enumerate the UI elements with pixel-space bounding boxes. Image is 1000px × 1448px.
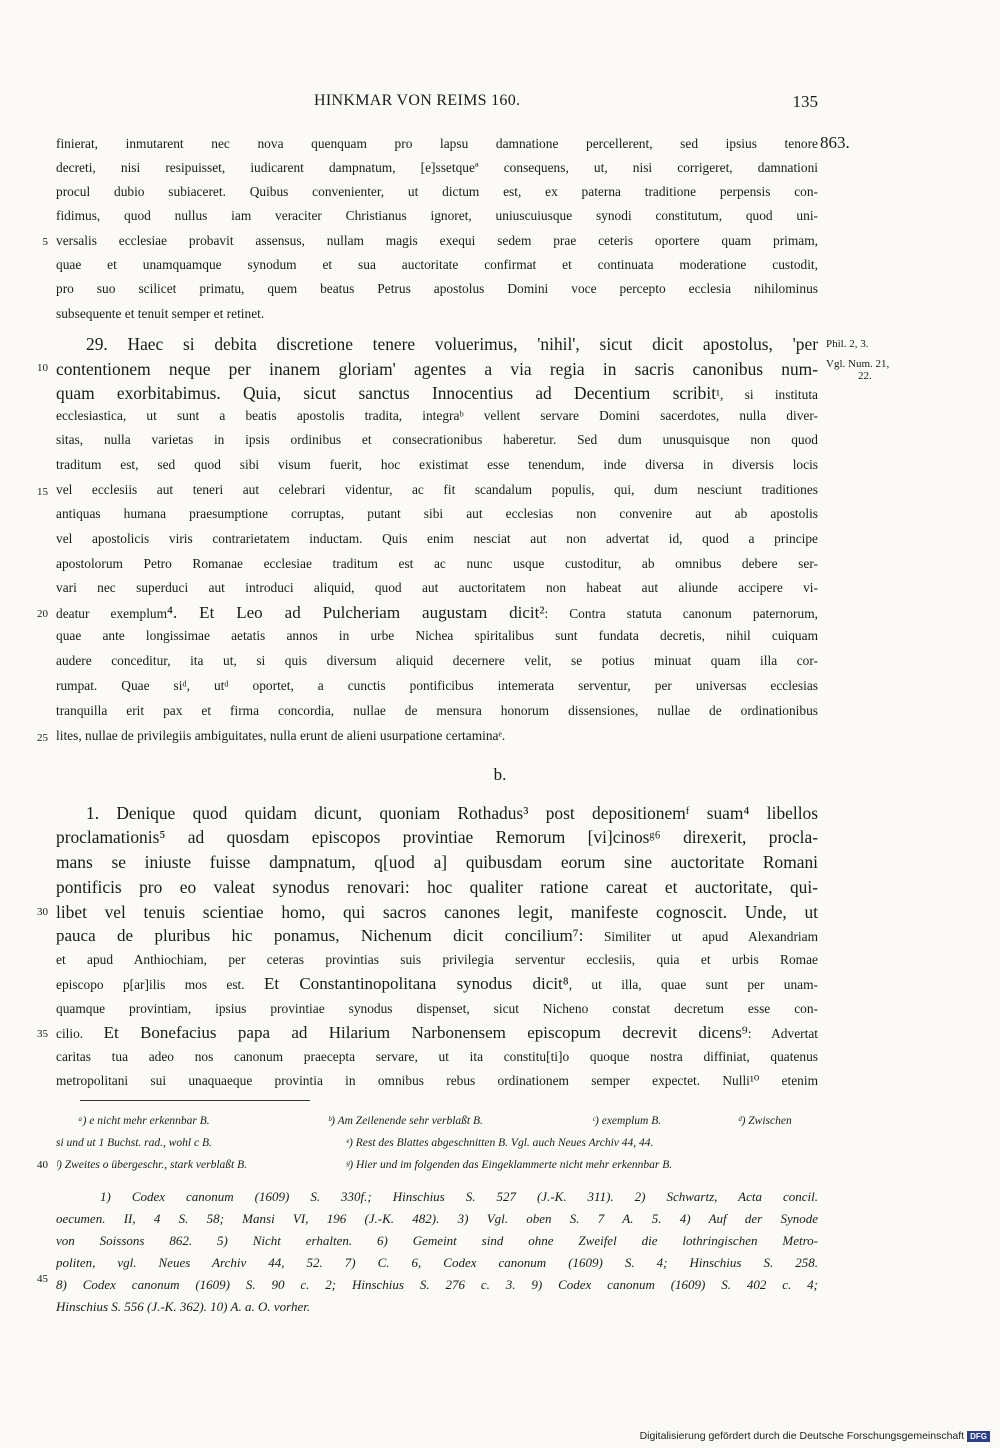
year-marker: 863. bbox=[820, 133, 850, 152]
textual-note: ᵍ) Hier und im folgenden das Eingeklammerte nicht mehr erkennbar B. bbox=[346, 1159, 673, 1171]
text-line: apostolorum Petro Romanae ecclesiae traditum est ac nunc usque custoditur, ab omnibus debere ser- bbox=[56, 556, 818, 571]
margin-note: 22. bbox=[858, 370, 872, 382]
page-number: 135 bbox=[792, 92, 818, 111]
text-line: pauca de pluribus hic ponamus, Nichenum dicit concilium⁷: Similiter ut apud Alexandriam bbox=[56, 926, 818, 945]
source-note: 1) Codex canonum (1609) S. 330f.; Hinschius S. 527 (J.-K. 311). 2) Schwartz, Acta concil. bbox=[100, 1189, 818, 1204]
line-number: 40 bbox=[37, 1159, 48, 1171]
text-line: subsequente et tenuit semper et retinet. bbox=[56, 306, 265, 321]
text-line: episcopo p[ar]ilis mos est. Et Constantinopolitana synodus dicit⁸, ut illa, quae sunt per unam- bbox=[56, 974, 818, 993]
text-line: vari nec superduci aut introduci aliquid, quod aut auctoritatem non habeat aut aliunde accipere vi- bbox=[56, 580, 818, 595]
source-note: von Soissons 862. 5) Nicht erhalten. 6) Gemeint sind ohne Zweifel die lothringischen Metro- bbox=[56, 1233, 818, 1248]
text-line: sitas, nulla varietas in ipsis ordinibus et consecrationibus haberetur. Sed dum unusquisque non quod bbox=[56, 432, 818, 447]
text-line: tranquilla erit pax et firma concordia, nullae de mensura honorum dissensiones, nullae de ordinationibus bbox=[56, 703, 818, 718]
text-line: quae ante longissimae aetatis annos in urbe Nichea spiritalibus sunt fundata decretis, nihil cuiquam bbox=[56, 628, 818, 643]
text-line: metropolitani sui unaquaeque provintia in omnibus rebus ordinationem semper expectet. Nulli¹⁰ etenim bbox=[56, 1073, 818, 1088]
text-line: 1. Denique quod quidam dicunt, quoniam Rothadus³ post depositionemᶠ suam⁴ libellos bbox=[86, 803, 818, 823]
text-line: versalis ecclesiae probavit assensus, nullam magis exequi sedem prae ceteris oportere quam primam, bbox=[56, 233, 818, 248]
text-line: decreti, nisi resipuisset, iudicarent dampnatum, [e]ssetqueª consequens, ut, nisi corrigeret, damnationi bbox=[56, 160, 818, 175]
line-number: 45 bbox=[37, 1273, 48, 1285]
text-line: proclamationis⁵ ad quosdam episcopos provintiae Remorum [vi]cinosᵍ⁶ direxerit, procla- bbox=[56, 827, 818, 847]
text-line: fidimus, quod nullus iam veraciter Christianus ignoret, uniuscuiusque synodi constitutum, quod uni- bbox=[56, 208, 818, 223]
text-line: vel ecclesiis aut teneri aut celebrari videntur, ac fit scandalum populis, qui, dum nesciunt traditiones bbox=[56, 482, 818, 497]
line-number: 30 bbox=[37, 906, 48, 918]
text-line: vel apostolicis viris contrarietatem inductam. Quis enim nesciat aut non advertat id, quod a principe bbox=[56, 531, 818, 546]
dfg-logo-icon: DFG bbox=[967, 1431, 990, 1442]
text-line: pro suo scilicet primatu, quem beatus Petrus apostolus Domini voce percepto ecclesia nihilominus bbox=[56, 281, 818, 296]
text-line: 29. Haec si debita discretione tenere voluerimus, 'nihil', sicut dicit apostolus, 'per bbox=[86, 334, 818, 354]
text-line: mans se iniuste fuisse dampnatum, q[uod a] quibusdam eorum sine auctoritate Romani bbox=[56, 852, 818, 872]
textual-note: ᶠ) Zweites o übergeschr., stark verblaßt B. bbox=[56, 1159, 247, 1171]
line-number: 25 bbox=[37, 732, 48, 744]
running-title: HINKMAR VON REIMS 160. bbox=[314, 92, 521, 109]
line-number: 10 bbox=[37, 362, 48, 374]
text-line: deatur exemplum⁴. Et Leo ad Pulcheriam augustam dicit²: Contra statuta canonum paternorum, bbox=[56, 603, 818, 622]
text-line: ecclesiastica, ut sunt a beatis apostolis tradita, integraᵇ vellent servare Domini sacerdotes, nulla diver- bbox=[56, 408, 818, 423]
text-line: traditum est, sed quod sibi visum fuerit, hoc existimat esse tenendum, inde diversa in diversis locis bbox=[56, 457, 818, 472]
text-line: caritas tua adeo nos canonum praecepta servare, ut ita constitu[ti]o quoque nostra diffiniat, quatenus bbox=[56, 1049, 818, 1064]
digitization-credit bbox=[640, 1430, 990, 1442]
text-line: cilio. Et Bonefacius papa ad Hilarium Narbonensem episcopum decrevit dicens⁹: Advertat bbox=[56, 1023, 818, 1042]
text-line: rumpat. Quae siᵈ, utᵈ oportet, a cunctis pontificibus intemerata serventur, per universas ecclesias bbox=[56, 678, 818, 693]
text-line: procul dubio subiaceret. Quibus convenienter, ut dictum est, ex paterna traditione perpensis con- bbox=[56, 184, 818, 199]
text-line: contentionem neque per inanem gloriam' agentes a via regia in sacris canonibus num- bbox=[56, 359, 818, 379]
line-number: 15 bbox=[37, 486, 48, 498]
text-line: quamque provintiam, ipsius provintiae synodus dispenset, sicut Nicheno constat decretum esse con- bbox=[56, 1001, 818, 1016]
line-number: 20 bbox=[37, 608, 48, 620]
text-line: antiquas humana praesumptione corruptas, putant sibi aut ecclesias non convenire aut ab apostolis bbox=[56, 506, 818, 521]
page-header bbox=[56, 92, 818, 112]
textual-note: ᵈ) Zwischen bbox=[738, 1115, 792, 1127]
line-number: 35 bbox=[37, 1028, 48, 1040]
text-line: pontificis pro eo valeat synodus renovari: hoc qualiter ratione careat et auctoritate, qui- bbox=[56, 877, 818, 897]
line-number: 5 bbox=[42, 236, 48, 248]
source-note: oecumen. II, 4 S. 58; Mansi VI, 196 (J.-K. 482). 3) Vgl. oben S. 7 A. 5. 4) Auf der Synode bbox=[56, 1211, 818, 1226]
text-line: audere conceditur, ita ut, si quis diversum aliquid decernere velit, se potius minuat quam illa cor- bbox=[56, 653, 818, 668]
source-note: 8) Codex canonum (1609) S. 90 c. 2; Hinschius S. 276 c. 3. 9) Codex canonum (1609) S. 402 c. 4; bbox=[56, 1277, 818, 1292]
footnote-separator bbox=[80, 1100, 310, 1101]
source-note: Hinschius S. 556 (J.-K. 362). 10) A. a. O. vorher. bbox=[56, 1299, 311, 1314]
section-heading: b. bbox=[493, 765, 507, 784]
text-line: lites, nullae de privilegiis ambiguitates, nulla erunt de alieni usurpatione certaminaᵉ. bbox=[56, 728, 506, 743]
text-line: finierat, inmutarent nec nova quenquam pro lapsu damnatione percellerent, sed ipsius tenore bbox=[56, 136, 818, 151]
text-line: quae et unamquamque synodum et sua auctoritate confirmat et continuata moderatione custodit, bbox=[56, 257, 818, 272]
margin-note: Phil. 2, 3. bbox=[826, 338, 869, 350]
text-line: libet vel tenuis scientiae homo, qui sacros canones legit, manifeste cognoscit. Unde, ut bbox=[56, 902, 818, 922]
margin-note: Vgl. Num. 21, bbox=[826, 358, 890, 370]
textual-note: ᵉ) Rest des Blattes abgeschnitten B. Vgl. auch Neues Archiv 44, 44. bbox=[346, 1137, 654, 1149]
textual-note: si und ut 1 Buchst. rad., wohl c B. bbox=[56, 1137, 212, 1149]
textual-note: ᶜ) exemplum B. bbox=[592, 1115, 662, 1127]
text-line: quam exorbitabimus. Quia, sicut sanctus Innocentius ad Decentium scribit¹, si instituta bbox=[56, 383, 818, 403]
source-note: politen, vgl. Neues Archiv 44, 52. 7) C. 6, Codex canonum (1609) S. 4; Hinschius S. 258. bbox=[56, 1255, 818, 1270]
textual-note: ᵇ) Am Zeilenende sehr verblaßt B. bbox=[328, 1115, 483, 1127]
text-line: et apud Anthiochiam, per ceteras provintias suis privilegia serventur ecclesiis, quia et urbis Romae bbox=[56, 952, 818, 967]
credit-text: Digitalisierung gefördert durch die Deutsche Forschungsgemeinschaft bbox=[639, 1430, 965, 1442]
textual-note: ᵃ) e nicht mehr erkennbar B. bbox=[78, 1115, 210, 1127]
